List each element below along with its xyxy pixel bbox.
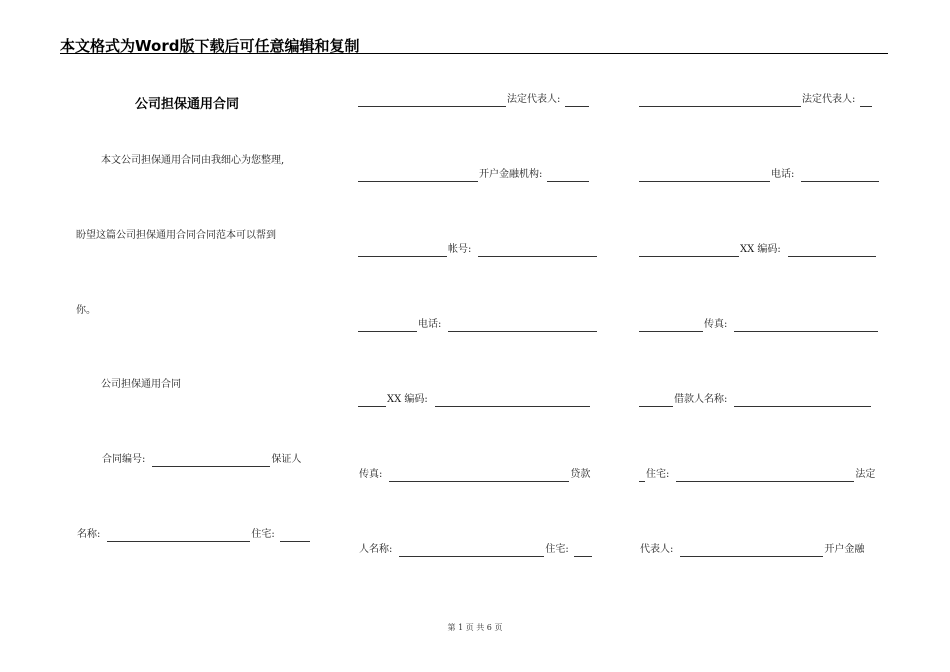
c2-legal-rep-label: 法定代表人:	[507, 94, 561, 105]
page-header-title: 本文格式为Word版下载后可任意编辑和复制	[60, 37, 360, 55]
contract-number-line	[101, 453, 302, 467]
contract-subtitle: 公司担保通用合同	[101, 379, 181, 390]
c2-fax-line	[358, 468, 591, 482]
c2-phone-line	[358, 318, 597, 332]
c3-rep-label: 代表人:	[640, 544, 674, 555]
c3-legal-rep-field	[860, 95, 872, 107]
c3-postcode-label: XX 编码:	[740, 244, 781, 255]
c2-blank-field	[358, 395, 386, 407]
c3-blank-field	[639, 170, 770, 182]
guarantor-address-label: 住宅:	[251, 529, 275, 540]
guarantor-name-field	[107, 530, 250, 542]
c2-fax-field	[389, 470, 569, 482]
intro-paragraph-line-1: 本文公司担保通用合同由我细心为您整理,	[101, 155, 285, 166]
c3-rep-field	[680, 545, 823, 557]
c3-legal-rep-label: 法定代表人:	[802, 94, 856, 105]
c2-fax-label: 传真:	[359, 469, 383, 480]
c2-person-name-line	[358, 543, 592, 557]
c2-bank-label: 开户金融机构:	[479, 169, 543, 180]
c3-borrower-name-field	[734, 395, 871, 407]
contract-number-label: 合同编号:	[102, 454, 146, 465]
c2-account-label: 帐号:	[448, 244, 472, 255]
c3-phone-line	[639, 168, 879, 182]
c3-postcode-line	[639, 243, 876, 257]
c3-borrower-name-label: 借款人名称:	[674, 394, 728, 405]
c3-blank-field	[639, 245, 739, 257]
guarantor-address-field	[280, 530, 310, 542]
c2-account-line	[358, 243, 597, 257]
c2-address-field	[574, 545, 592, 557]
c3-address-field	[676, 470, 854, 482]
c2-legal-rep-line	[358, 93, 589, 107]
c3-blank-field	[639, 95, 801, 107]
c3-bank-label: 开户金融	[824, 544, 865, 555]
c2-blank-field	[358, 245, 447, 257]
c3-borrower-line	[639, 393, 871, 407]
c3-fax-label: 传真:	[704, 319, 728, 330]
c3-legal-rep-line	[639, 93, 872, 107]
c2-blank-field	[358, 95, 506, 107]
contract-number-field	[152, 455, 270, 467]
c2-loan-label: 贷款	[570, 469, 591, 480]
intro-paragraph-line-3: 你。	[76, 305, 96, 316]
c3-blank-field	[639, 395, 673, 407]
c2-postcode-label: XX 编码:	[387, 394, 428, 405]
page-number-footer: 第 1 页 共 6 页	[447, 623, 503, 632]
c3-phone-field	[801, 170, 879, 182]
c2-person-name-field	[399, 545, 544, 557]
c2-legal-rep-field	[565, 95, 589, 107]
c3-address-line	[639, 468, 876, 482]
c2-bank-line	[358, 168, 589, 182]
c3-fax-field	[734, 320, 878, 332]
c2-person-name-label: 人名称:	[359, 544, 393, 555]
c2-blank-field	[358, 320, 417, 332]
c2-phone-label: 电话:	[418, 319, 442, 330]
c2-address-label: 住宅:	[545, 544, 569, 555]
guarantor-label: 保证人	[271, 454, 302, 465]
c3-address-label: 住宅:	[646, 469, 670, 480]
document-title: 公司担保通用合同	[135, 97, 240, 112]
c3-fax-line	[639, 318, 878, 332]
guarantor-name-line	[76, 528, 310, 542]
c2-account-field	[478, 245, 597, 257]
c2-bank-field	[547, 170, 589, 182]
c2-phone-field	[448, 320, 597, 332]
guarantor-name-label: 名称:	[77, 529, 101, 540]
c3-blank-field	[639, 320, 703, 332]
c3-rep-line	[639, 543, 865, 557]
header-divider	[60, 53, 888, 54]
c3-postcode-field	[788, 245, 876, 257]
c3-phone-label: 电话:	[771, 169, 795, 180]
intro-paragraph-line-2: 盼望这篇公司担保通用合同合同范本可以帮到	[76, 230, 276, 241]
c3-legal-label: 法定	[855, 469, 876, 480]
c2-blank-field	[358, 170, 478, 182]
c2-postcode-line	[358, 393, 590, 407]
c2-postcode-field	[435, 395, 590, 407]
